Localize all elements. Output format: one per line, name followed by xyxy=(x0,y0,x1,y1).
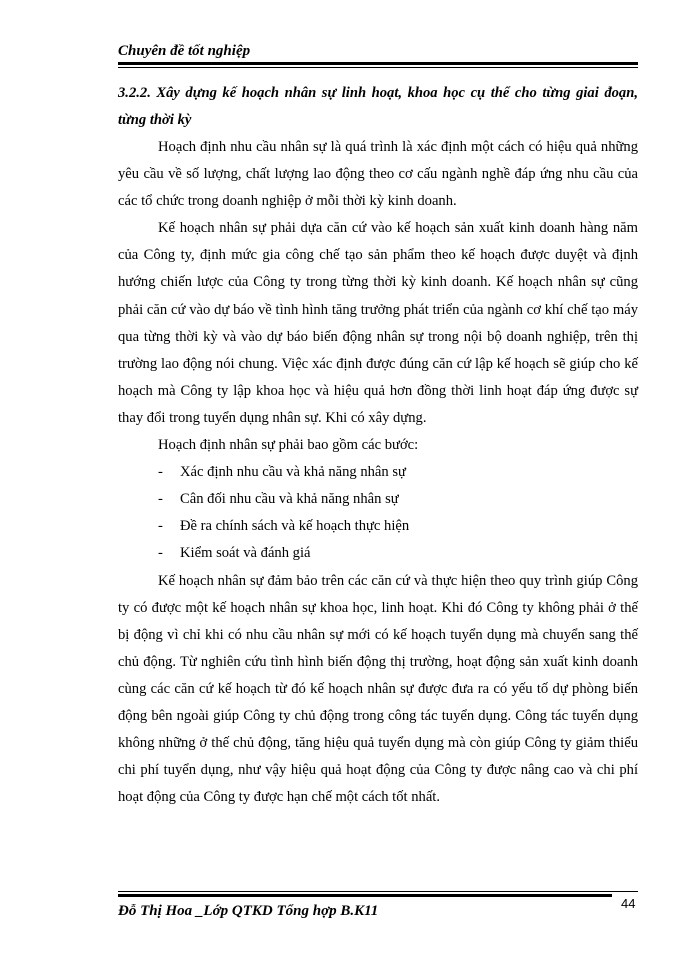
page-number: 44 xyxy=(621,896,636,911)
bullet-dash: - xyxy=(158,491,163,508)
bullet-dash: - xyxy=(158,518,163,535)
footer-rule-thick xyxy=(118,894,612,897)
header-title: Chuyên đề tốt nghiệp xyxy=(118,43,251,59)
list-item xyxy=(118,459,638,486)
steps-intro: Hoạch định nhân sự phải bao gồm các bước: xyxy=(158,437,419,454)
closing-paragraph: Kế hoạch nhân sự đảm bảo trên các căn cứ và thực hiện theo quy trình giúp Công ty có được một kế hoạch nhân sự khoa học, linh hoạt. Khi đó Công ty không phải ở thế bị động vì chỉ khi có nhu cầu nhân sự mới có kế hoạch tuyển dụng mà chuyển sang thế chủ động. Từ nghiên cứu tình hình biến động thị trường, hoạt động sản xuất kinh doanh cùng các căn cứ kế hoạch từ đó kế hoạch nhân sự được đưa ra có yếu tố dự phòng biến động bên ngoài giúp Công ty chủ động trong công tác tuyển dụng. Công tác tuyển dụng không những ở thế chủ động, tăng hiệu quả tuyển dụng mà còn giúp Công ty giảm thiểu chi phí tuyển dụng, như vậy hiệu quả hoạt động của Công ty được nâng cao và chi phí hoạt động của Công ty được hạn chế một cách tốt nhất. xyxy=(118,572,638,806)
bullet-dash: - xyxy=(158,545,163,562)
steps-list xyxy=(118,459,638,567)
bullet-dash: - xyxy=(158,464,163,481)
page-header xyxy=(118,40,638,68)
paragraph-1: Hoạch định nhu cầu nhân sự là quá trình là xác định một cách có hiệu quả những yêu cầu về số lượng, chất lượng lao động theo cơ cấu ngành nghề đáp ứng nhu cầu của các tổ chức trong doanh nghiệp ở mỗi thời kỳ kinh doanh. xyxy=(118,139,638,210)
list-item xyxy=(118,513,638,540)
step-text: Cân đối nhu cầu và khả năng nhân sự xyxy=(180,491,399,508)
step-text: Đề ra chính sách và kế hoạch thực hiện xyxy=(180,518,410,535)
header-rule-thin xyxy=(118,67,638,68)
step-text: Xác định nhu cầu và khả năng nhân sự xyxy=(180,464,406,481)
paragraph-2: Kế hoạch nhân sự phải dựa căn cứ vào kế hoạch sản xuất kinh doanh hàng năm của Công ty, định mức gia công chế tạo sản phẩm theo kế hoạch được duyệt và định hướng chiến lược của Công ty trong từng thời kỳ kinh doanh. Kế hoạch nhân sự cũng phải căn cứ vào dự báo về tình hình tăng trưởng phát triển của ngành cơ khí chế tạo máy qua từng thời kỳ và vào dự báo biến động nhân sự trong nội bộ doanh nghiệp, trên thị trường lao động nói chung. Việc xác định được đúng căn cứ lập kế hoạch sẽ giúp cho kế hoạch mà Công ty lập khoa học và hiệu quả hơn đồng thời linh hoạt đáp ứng được sự thay đổi trong tuyển dụng nhân sự. Khi có xây dựng. xyxy=(118,220,638,426)
page-footer xyxy=(118,891,638,919)
footer-author: Đỗ Thị Hoa _Lớp QTKD Tổng hợp B.K11 xyxy=(118,903,379,919)
section-heading: 3.2.2. Xây dựng kế hoạch nhân sự linh hoạt, khoa học cụ thể cho từng giai đoạn, từng thời kỳ xyxy=(118,85,638,128)
step-text: Kiểm soát và đánh giá xyxy=(180,545,311,562)
document-body xyxy=(118,80,638,811)
list-item xyxy=(118,540,638,567)
list-item xyxy=(118,486,638,513)
header-rule-thick xyxy=(118,62,638,65)
footer-rule-thin xyxy=(118,891,638,892)
